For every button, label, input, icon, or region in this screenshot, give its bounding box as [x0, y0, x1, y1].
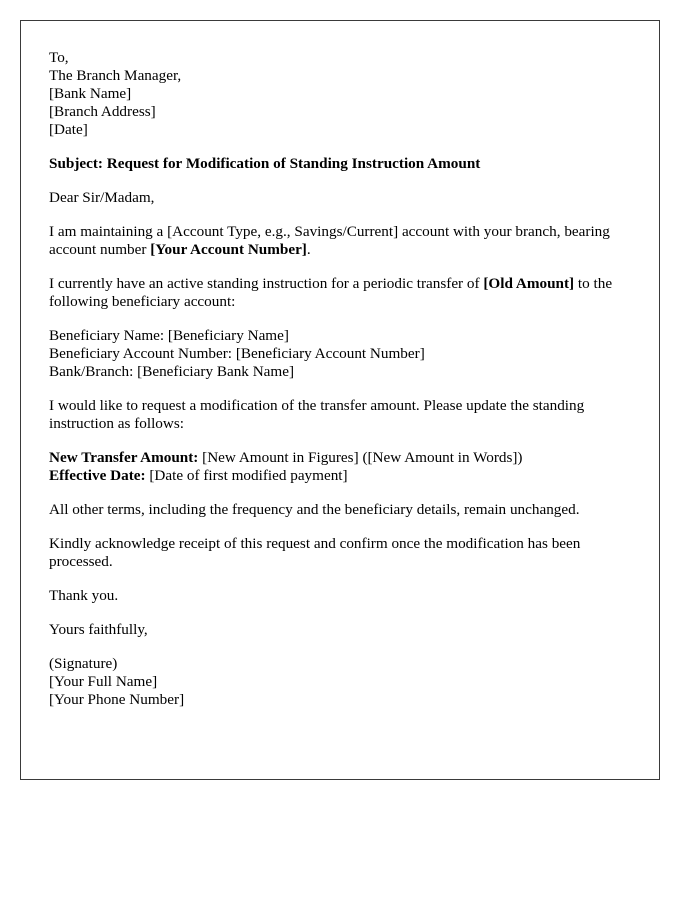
recipient-branch-address: [Branch Address] — [49, 103, 156, 120]
signer-phone: [Your Phone Number] — [49, 691, 185, 708]
letter-body — [49, 49, 634, 709]
paragraph-account-text: I am maintaining a [Account Type, e.g., Savings/Current] account with your branch, bearing account number — [49, 223, 610, 258]
new-details-block — [49, 449, 634, 485]
beneficiary-block — [49, 327, 634, 381]
paragraph-acknowledge: Kindly acknowledge receipt of this request and confirm once the modification has been processed. — [49, 535, 581, 570]
effective-date-line — [49, 467, 634, 485]
paragraph-standing-instruction — [49, 275, 634, 311]
signature-placeholder: (Signature) — [49, 655, 118, 672]
closing: Yours faithfully, — [49, 621, 148, 638]
effective-date-value: [Date of first modified payment] — [145, 467, 348, 484]
new-amount-line — [49, 449, 634, 467]
paragraph-si-end: to the following beneficiary account: — [49, 275, 613, 310]
greeting: Dear Sir/Madam, — [49, 189, 155, 206]
signature-block — [49, 655, 634, 709]
paragraph-other-terms: All other terms, including the frequency and the beneficiary details, remain unchanged. — [49, 501, 580, 518]
beneficiary-bank-branch: Bank/Branch: [Beneficiary Bank Name] — [49, 363, 295, 380]
beneficiary-name: Beneficiary Name: [Beneficiary Name] — [49, 327, 289, 344]
paragraph-si-text: I currently have an active standing instruction for a periodic transfer of — [49, 275, 484, 292]
paragraph-account-end: . — [306, 241, 311, 258]
thank-you: Thank you. — [49, 587, 119, 604]
recipient-to: To, — [49, 49, 69, 66]
new-amount-label: New Transfer Amount: — [49, 449, 199, 466]
recipient-block — [49, 49, 634, 139]
paragraph-request: I would like to request a modification of the transfer amount. Please update the standing instruction as follows: — [49, 397, 585, 432]
effective-date-label: Effective Date: — [49, 467, 146, 484]
recipient-bank-name: [Bank Name] — [49, 85, 132, 102]
subject-text: Subject: Request for Modification of Standing Instruction Amount — [49, 155, 481, 172]
signer-full-name: [Your Full Name] — [49, 673, 158, 690]
recipient-date: [Date] — [49, 121, 88, 138]
account-number-placeholder: [Your Account Number] — [150, 241, 307, 258]
subject-line — [49, 155, 634, 173]
old-amount-placeholder: [Old Amount] — [483, 275, 575, 292]
beneficiary-account-number: Beneficiary Account Number: [Beneficiary Account Number] — [49, 345, 425, 362]
recipient-manager: The Branch Manager, — [49, 67, 182, 84]
paragraph-account — [49, 223, 634, 259]
new-amount-value: [New Amount in Figures] ([New Amount in Words]) — [198, 449, 523, 466]
letter-page — [20, 20, 660, 780]
